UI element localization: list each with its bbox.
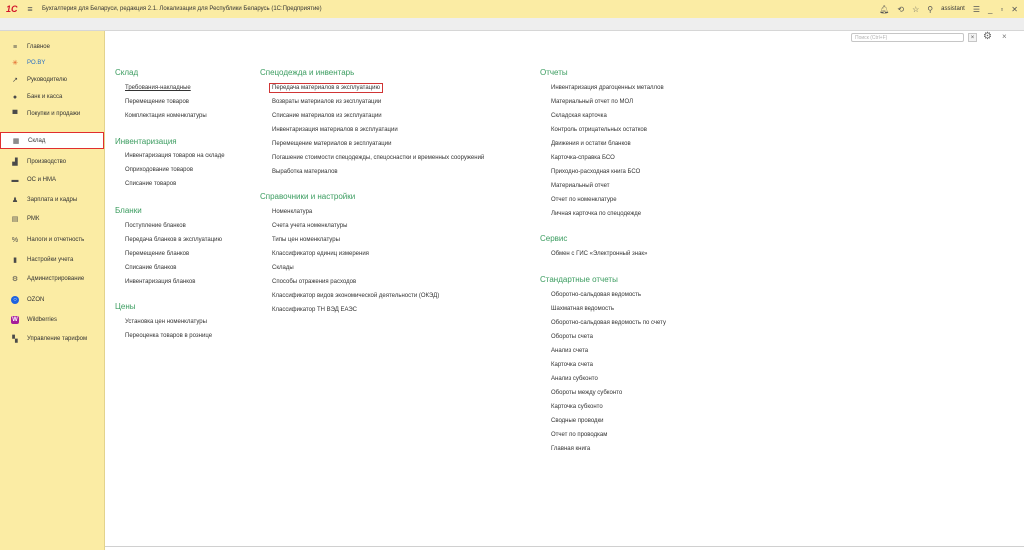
sidebar-item-bank[interactable]	[0, 89, 104, 105]
sidebar-item-fixed-assets[interactable]	[0, 172, 104, 188]
link-item[interactable]: Материальный отчет	[551, 183, 610, 189]
cart-icon: ▀	[12, 110, 18, 118]
bell-icon[interactable]: 🔔︎	[879, 4, 890, 14]
clear-search-icon[interactable]: ×	[968, 33, 977, 42]
section-title-inventory: Инвентаризация	[115, 137, 177, 146]
link-item[interactable]: Карточка счета	[551, 362, 594, 368]
link-item[interactable]: Сводные проводки	[551, 418, 604, 424]
sidebar-item-warehouse[interactable]	[0, 132, 104, 149]
link-item[interactable]: Шахматная ведомость	[551, 306, 614, 312]
section-title-warehouse: Склад	[115, 68, 139, 77]
cash-register-icon: ▤	[11, 216, 19, 223]
link-item[interactable]: Перемещение бланков	[125, 251, 190, 257]
sidebar-item-wildberries[interactable]	[0, 312, 104, 328]
sidebar-item-label: Зарплата и кадры	[27, 197, 78, 203]
link-item[interactable]: Перемещение товаров	[125, 99, 189, 105]
book-icon: ▮	[13, 257, 17, 264]
sidebar-item-poby[interactable]	[0, 55, 104, 71]
warehouse-icon: ▦	[12, 137, 20, 145]
sidebar-item-label: Банк и касса	[27, 94, 63, 100]
link-item[interactable]: Комплектация номенклатуры	[125, 113, 207, 119]
sidebar-item-accounting-settings[interactable]	[0, 252, 104, 268]
link-item[interactable]: Счета учета номенклатуры	[272, 223, 348, 229]
link-item[interactable]: Поступление бланков	[125, 223, 186, 229]
link-item[interactable]: Анализ счета	[551, 348, 589, 354]
sidebar-item-label: PO.BY	[27, 60, 46, 66]
link-item[interactable]: Главная книга	[551, 446, 591, 452]
link-item[interactable]: Анализ субконто	[551, 376, 598, 382]
percent-icon: %	[11, 236, 19, 244]
sidebar-item-salary[interactable]	[0, 192, 104, 208]
link-item[interactable]: Оборотно-сальдовая ведомость по счету	[551, 320, 666, 326]
sidebar-item-label: Руководителю	[27, 77, 68, 83]
link-item[interactable]: Установка цен номенклатуры	[125, 319, 207, 325]
link-item[interactable]: Погашение стоимости спецодежды, спецоснастки и временных сооружений	[272, 155, 485, 161]
truck-icon: ▬	[11, 176, 19, 184]
sidebar-item-ozon[interactable]	[0, 292, 104, 308]
link-item[interactable]: Движения и остатки бланков	[551, 141, 631, 147]
ozon-icon: ○	[10, 296, 20, 304]
link-item[interactable]: Передача бланков в эксплуатацию	[125, 237, 223, 243]
history-icon[interactable]: ⟲	[897, 4, 905, 14]
close-icon[interactable]: ✕	[1011, 4, 1018, 14]
link-item[interactable]: Возвраты материалов из эксплуатации	[272, 99, 382, 105]
minimize-icon[interactable]: _	[988, 4, 993, 14]
sidebar-item-label: ОС и НМА	[27, 177, 57, 183]
sidebar-item-label: Налоги и отчетность	[27, 237, 85, 243]
main-content	[105, 31, 1024, 550]
sidebar-item-manager[interactable]	[0, 72, 104, 88]
section-title-references: Справочники и настройки	[260, 192, 356, 201]
section-title-standard-reports: Стандартные отчеты	[540, 275, 618, 284]
sidebar-item-purchases[interactable]	[0, 106, 104, 122]
sidebar-item-label: Настройки учета	[27, 257, 74, 263]
link-item[interactable]: Переоценка товаров в рознице	[125, 333, 213, 339]
link-item[interactable]: Классификатор видов экономической деятельности (ОКЭД)	[272, 293, 440, 299]
close-panel-icon[interactable]: ×	[1002, 32, 1007, 41]
sidebar-item-label: Склад	[28, 137, 46, 144]
search-icon[interactable]: ⚲	[927, 4, 934, 14]
sidebar-item-label: Администрирование	[27, 276, 85, 282]
tariff-icon: ▚	[12, 336, 18, 343]
titlebar-controls	[879, 0, 1018, 18]
menu-icon: ≡	[12, 43, 18, 51]
link-item[interactable]: Карточка субконто	[551, 404, 603, 410]
search-input[interactable]: Поиск (Ctrl+F)	[851, 33, 964, 42]
section-title-blanks: Бланки	[115, 206, 142, 215]
link-item[interactable]: Обороты счета	[551, 334, 593, 340]
sidebar-item-taxes[interactable]	[0, 232, 104, 248]
link-item[interactable]: Перемещение материалов в эксплуатации	[272, 141, 392, 147]
sidebar-item-tariff[interactable]	[0, 331, 104, 347]
link-item[interactable]: Личная карточка по спецодежде	[551, 211, 642, 217]
sidebar	[0, 31, 105, 550]
link-item[interactable]: Приходно-расходная книга БСО	[551, 169, 641, 175]
trend-icon: ↗	[12, 77, 18, 84]
link-item[interactable]: Оприходование товаров	[125, 167, 194, 173]
section-title-workwear: Спецодежда и инвентарь	[260, 68, 355, 77]
section-title-prices: Цены	[115, 302, 136, 311]
link-item[interactable]: Классификатор ТН ВЭД ЕАЭС	[272, 307, 357, 313]
link-item[interactable]: Типы цен номенклатуры	[272, 237, 340, 243]
star-icon[interactable]: ☆	[912, 4, 920, 14]
person-icon: ♟	[11, 197, 19, 204]
link-item[interactable]: Оборотно-сальдовая ведомость	[551, 292, 642, 298]
link-item[interactable]: Номенклатура	[272, 209, 313, 215]
section-title-reports: Отчеты	[540, 68, 568, 77]
link-item[interactable]: Склады	[272, 265, 294, 271]
gear-icon: ⚙	[11, 276, 19, 283]
sidebar-item-label: Главное	[27, 44, 50, 50]
main-menu-icon[interactable]: ≡	[27, 4, 33, 14]
sidebar-item-administration[interactable]	[0, 271, 104, 287]
title-bar	[0, 0, 1024, 19]
section-title-service: Сервис	[540, 234, 568, 243]
sidebar-item-label: Производство	[27, 159, 67, 165]
app-logo: 1С	[6, 4, 18, 14]
sidebar-item-main[interactable]	[0, 39, 104, 55]
sidebar-item-label: OZON	[27, 297, 45, 303]
asterisk-icon: ✳	[12, 60, 18, 67]
sidebar-item-production[interactable]	[0, 154, 104, 170]
link-item[interactable]: Материальный отчет по МОЛ	[551, 99, 634, 105]
sidebar-item-label: Покупки и продажи	[27, 111, 81, 117]
coin-icon: ●	[12, 93, 18, 101]
link-item[interactable]: Складская карточка	[551, 113, 607, 119]
link-item[interactable]: Обороты между субконто	[551, 390, 623, 396]
link-item[interactable]: Списание бланков	[125, 265, 177, 271]
sidebar-item-label: Wildberries	[27, 317, 58, 323]
link-item[interactable]: Инвентаризация товаров на складе	[125, 153, 225, 159]
wildberries-icon: W	[12, 317, 18, 323]
settings-icon[interactable]: ☰	[972, 4, 980, 14]
link-item[interactable]: Обмен с ГИС «Электронный знак»	[551, 251, 648, 257]
factory-icon: ▟	[12, 159, 18, 166]
link-item[interactable]: Списание товаров	[125, 181, 177, 187]
sidebar-item-rmk[interactable]	[0, 211, 104, 227]
link-item[interactable]: Способы отражения расходов	[272, 279, 357, 285]
sidebar-item-label: Управление тарифом	[27, 336, 88, 342]
link-item[interactable]: Требования-накладные	[125, 85, 191, 91]
gear-icon[interactable]: ⚙	[983, 31, 992, 42]
sidebar-item-label: РМК	[27, 216, 40, 222]
link-item[interactable]: Инвентаризация материалов в эксплуатации	[272, 127, 398, 133]
tab-strip	[0, 18, 1024, 31]
link-item[interactable]: Списание материалов из эксплуатации	[272, 113, 382, 119]
link-item-selected[interactable]: Передача материалов в эксплуатацию	[269, 83, 383, 93]
link-item[interactable]: Отчет по проводкам	[551, 432, 608, 438]
link-item[interactable]: Инвентаризация драгоценных металлов	[551, 85, 664, 91]
link-item[interactable]: Классификатор единиц измерения	[272, 251, 369, 257]
maximize-icon[interactable]: ▫	[1000, 4, 1004, 14]
link-item[interactable]: Выработка материалов	[272, 169, 338, 175]
link-item[interactable]: Инвентаризация бланков	[125, 279, 196, 285]
bottom-border	[105, 546, 1024, 547]
link-item[interactable]: Карточка-справка БСО	[551, 155, 615, 161]
app-title: Бухгалтерия для Беларуси, редакция 2.1. Локализация для Республики Беларусь (1С:Предприятие)	[42, 6, 322, 12]
link-item[interactable]: Отчет по номенклатуре	[551, 197, 617, 203]
user-name[interactable]: assistant	[941, 6, 965, 12]
link-item[interactable]: Контроль отрицательных остатков	[551, 127, 647, 133]
